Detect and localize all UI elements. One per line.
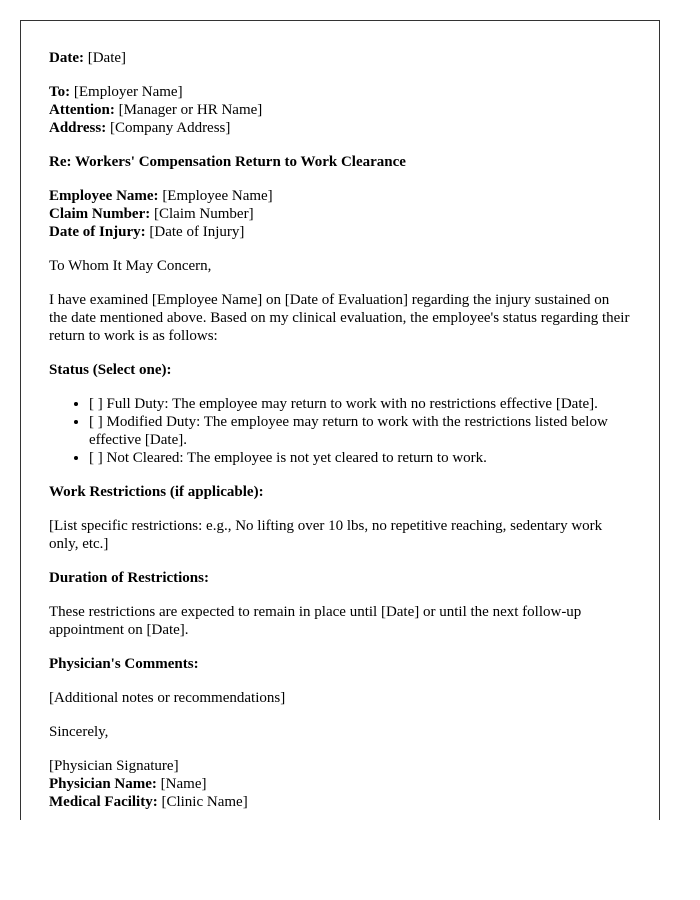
restrictions-heading: Work Restrictions (if applicable):	[49, 484, 264, 500]
recipient-block: To: [Employer Name] Attention: [Manager or HR Name] Address: [Company Address]	[49, 84, 263, 136]
comments-text: [Additional notes or recommendations]	[49, 690, 286, 706]
comments-heading: Physician's Comments:	[49, 656, 199, 672]
restrictions-text: [List specific restrictions: e.g., No lifting over 10 lbs, no repetitive reaching, sedentary work only, etc.]	[49, 518, 603, 552]
status-options	[49, 395, 631, 467]
salutation: To Whom It May Concern,	[49, 258, 212, 274]
intro-paragraph: I have examined [Employee Name] on [Date of Evaluation] regarding the injury sustained on the date mentioned above. Based on my clinical evaluation, the employee's status regarding their return to work is as follows:	[49, 292, 630, 344]
status-option-modified-duty: • [ ] Modified Duty: The employee may return to work with the restrictions listed below effective [Date].	[89, 413, 631, 449]
duration-text: These restrictions are expected to remain in place until [Date] or until the next follow-up appointment on [Date].	[49, 604, 582, 638]
status-option-not-cleared: • [ ] Not Cleared: The employee is not yet cleared to return to work.	[89, 449, 631, 467]
status-option-full-duty: • [ ] Full Duty: The employee may return to work with no restrictions effective [Date].	[89, 395, 631, 413]
employee-block: Employee Name: [Employee Name] Claim Number: [Claim Number] Date of Injury: [Date of Injury]	[49, 188, 273, 240]
letter-document	[20, 20, 660, 820]
date-line: Date: [Date]	[49, 50, 127, 66]
status-heading: Status (Select one):	[49, 362, 172, 378]
duration-heading: Duration of Restrictions:	[49, 570, 209, 586]
facility-value: [Clinic Name]	[161, 794, 248, 810]
facility-label: Medical Facility:	[49, 794, 158, 810]
signature-block: [Physician Signature] Physician Name: [Name] Medical Facility: [Clinic Name]	[49, 758, 248, 810]
subject-line: Re: Workers' Compensation Return to Work Clearance	[49, 154, 406, 170]
closing: Sincerely,	[49, 724, 109, 740]
